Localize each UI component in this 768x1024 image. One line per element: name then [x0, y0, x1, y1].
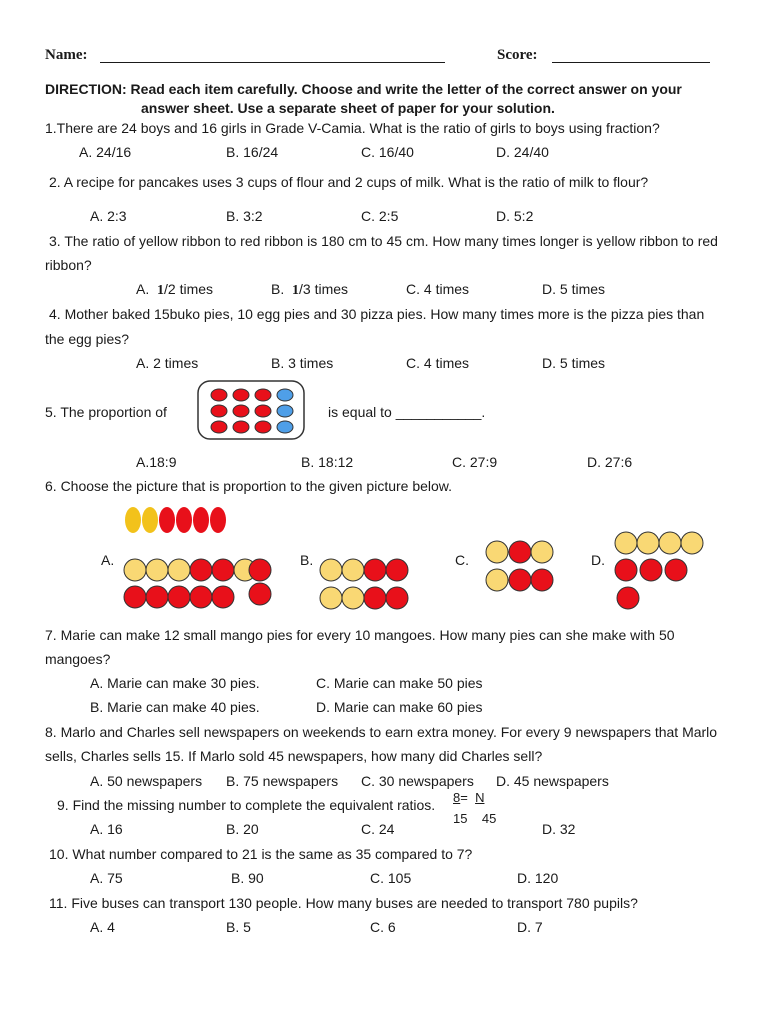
question-7-line-1: 7. Marie can make 12 small mango pies for every 10 mangoes. How many pies can she make with 50	[45, 627, 675, 643]
q11-option-a: A. 4	[90, 919, 115, 935]
red-dot	[211, 421, 227, 433]
yellow-circle	[124, 559, 146, 581]
red-dot	[255, 405, 271, 417]
direction-line-2: answer sheet. Use a separate sheet of paper for your solution.	[141, 100, 555, 116]
q6-option-a-picture	[120, 554, 280, 612]
red-circle	[615, 559, 637, 581]
q6-option-b-picture	[318, 556, 418, 612]
q7-option-a: A. Marie can make 30 pies.	[90, 675, 260, 691]
q6-option-b-label: B.	[300, 552, 314, 568]
q6-given-picture	[124, 504, 234, 536]
q3-option-a: A. 1/2 times	[136, 281, 214, 298]
score-field[interactable]	[552, 50, 710, 63]
blue-dot	[277, 421, 293, 433]
red-dot	[211, 405, 227, 417]
question-11: 11. Five buses can transport 130 people. How many buses are needed to transport 780 pupils?	[49, 895, 638, 911]
red-circle	[665, 559, 687, 581]
q9-option-d: D. 32	[542, 821, 576, 837]
red-circle	[249, 559, 271, 581]
q6-option-a-label: A.	[101, 552, 115, 568]
red-circle	[386, 559, 408, 581]
red-circle	[212, 586, 234, 608]
red-circle	[249, 583, 271, 605]
q9-fraction-top: 8= N	[453, 790, 485, 805]
question-3-line-1: 3. The ratio of yellow ribbon to red ribbon is 180 cm to 45 cm. How many times longer is yellow ribbon to red	[49, 233, 718, 249]
red-dot	[211, 389, 227, 401]
red-circle	[190, 559, 212, 581]
red-dot	[233, 405, 249, 417]
red-circle	[531, 569, 553, 591]
red-oval	[193, 507, 209, 533]
yellow-circle	[531, 541, 553, 563]
q11-option-b: B. 5	[226, 919, 251, 935]
question-8-line-2: sells, Charles sells 15. If Marlo sold 45 newspapers, how many did Charles sell?	[45, 748, 543, 764]
red-dot	[255, 389, 271, 401]
name-label: Name:	[45, 47, 88, 63]
red-circle	[386, 587, 408, 609]
q3-option-d: D. 5 times	[542, 281, 606, 297]
q5-option-a: A.18:9	[136, 454, 177, 470]
question-5-text-before: 5. The proportion of	[45, 404, 167, 420]
q7-option-b: B. Marie can make 40 pies.	[90, 699, 260, 715]
q4-option-d: D. 5 times	[542, 355, 606, 371]
yellow-circle	[320, 587, 342, 609]
question-4-line-1: 4. Mother baked 15buko pies, 10 egg pies and 30 pizza pies. How many times more is the pizza pies than	[49, 306, 705, 322]
question-4-line-2: the egg pies?	[45, 331, 130, 347]
yellow-circle	[168, 559, 190, 581]
red-circle	[364, 587, 386, 609]
q1-option-d: D. 24/40	[496, 144, 549, 160]
red-circle	[509, 569, 531, 591]
direction-line-1: DIRECTION: Read each item carefully. Choose and write the letter of the correct answer on your	[45, 81, 682, 97]
red-circle	[212, 559, 234, 581]
question-8-line-1: 8. Marlo and Charles sell newspapers on weekends to earn extra money. For every 9 newspapers that Marlo	[45, 724, 718, 740]
red-circle	[146, 586, 168, 608]
red-dot	[255, 421, 271, 433]
q6-option-c-picture	[484, 538, 556, 594]
blue-dot	[277, 389, 293, 401]
question-1: 1.There are 24 boys and 16 girls in Grade V-Camia. What is the ratio of girls to boys using fraction?	[45, 120, 660, 136]
q1-option-c: C. 16/40	[361, 144, 414, 160]
red-circle	[124, 586, 146, 608]
q2-option-b: B. 3:2	[226, 208, 263, 224]
yellow-circle	[146, 559, 168, 581]
q8-option-d: D. 45 newspapers	[496, 773, 609, 789]
q4-option-a: A. 2 times	[136, 355, 199, 371]
yellow-circle	[637, 532, 659, 554]
red-circle	[190, 586, 212, 608]
yellow-circle	[486, 541, 508, 563]
yellow-circle	[681, 532, 703, 554]
q10-option-a: A. 75	[90, 870, 123, 886]
q9-option-b: B. 20	[226, 821, 259, 837]
q3-option-c: C. 4 times	[406, 281, 470, 297]
q6-option-d-label: D.	[591, 552, 605, 568]
question-6: 6. Choose the picture that is proportion to the given picture below.	[45, 478, 453, 494]
q5-option-d: D. 27:6	[587, 454, 633, 470]
q4-option-b: B. 3 times	[271, 355, 334, 371]
q2-option-a: A. 2:3	[90, 208, 127, 224]
red-dot	[233, 421, 249, 433]
red-oval	[210, 507, 226, 533]
score-label: Score:	[497, 47, 538, 63]
q1-option-b: B. 16/24	[226, 144, 279, 160]
q6-option-c-label: C.	[455, 552, 469, 568]
q8-option-b: B. 75 newspapers	[226, 773, 339, 789]
red-circle	[168, 586, 190, 608]
red-circle	[509, 541, 531, 563]
red-oval	[159, 507, 175, 533]
q10-option-d: D. 120	[517, 870, 559, 886]
q1-option-a: A. 24/16	[79, 144, 132, 160]
question-2: 2. A recipe for pancakes uses 3 cups of flour and 2 cups of milk. What is the ratio of milk to flour?	[49, 174, 649, 190]
red-circle	[640, 559, 662, 581]
red-circle	[617, 587, 639, 609]
name-field[interactable]	[100, 50, 445, 63]
yellow-oval	[142, 507, 158, 533]
q10-option-c: C. 105	[370, 870, 412, 886]
q7-option-c: C. Marie can make 50 pies	[316, 675, 483, 691]
q8-option-a: A. 50 newspapers	[90, 773, 203, 789]
q2-option-d: D. 5:2	[496, 208, 534, 224]
question-7-line-2: mangoes?	[45, 651, 111, 667]
q4-option-c: C. 4 times	[406, 355, 470, 371]
q7-option-d: D. Marie can make 60 pies	[316, 699, 483, 715]
q9-option-a: A. 16	[90, 821, 123, 837]
question-5-text-after: is equal to ___________.	[328, 404, 486, 420]
blue-dot	[277, 405, 293, 417]
question-3-line-2: ribbon?	[45, 257, 92, 273]
q9-option-c: C. 24	[361, 821, 395, 837]
q5-option-c: C. 27:9	[452, 454, 498, 470]
question-10: 10. What number compared to 21 is the same as 35 compared to 7?	[49, 846, 473, 862]
q5-dot-grid-figure	[196, 379, 306, 441]
q11-option-d: D. 7	[517, 919, 543, 935]
yellow-circle	[342, 587, 364, 609]
question-9: 9. Find the missing number to complete the equivalent ratios.	[57, 797, 436, 813]
yellow-oval	[125, 507, 141, 533]
q8-option-c: C. 30 newspapers	[361, 773, 474, 789]
q3-option-b: B. 1/3 times	[271, 281, 349, 298]
q11-option-c: C. 6	[370, 919, 396, 935]
yellow-circle	[615, 532, 637, 554]
yellow-circle	[659, 532, 681, 554]
yellow-circle	[342, 559, 364, 581]
red-dot	[233, 389, 249, 401]
red-oval	[176, 507, 192, 533]
red-circle	[364, 559, 386, 581]
q2-option-c: C. 2:5	[361, 208, 399, 224]
yellow-circle	[486, 569, 508, 591]
q9-fraction-bottom: 15 45	[453, 811, 497, 826]
yellow-circle	[320, 559, 342, 581]
q6-option-d-picture	[613, 530, 703, 612]
q10-option-b: B. 90	[231, 870, 264, 886]
q5-option-b: B. 18:12	[301, 454, 354, 470]
